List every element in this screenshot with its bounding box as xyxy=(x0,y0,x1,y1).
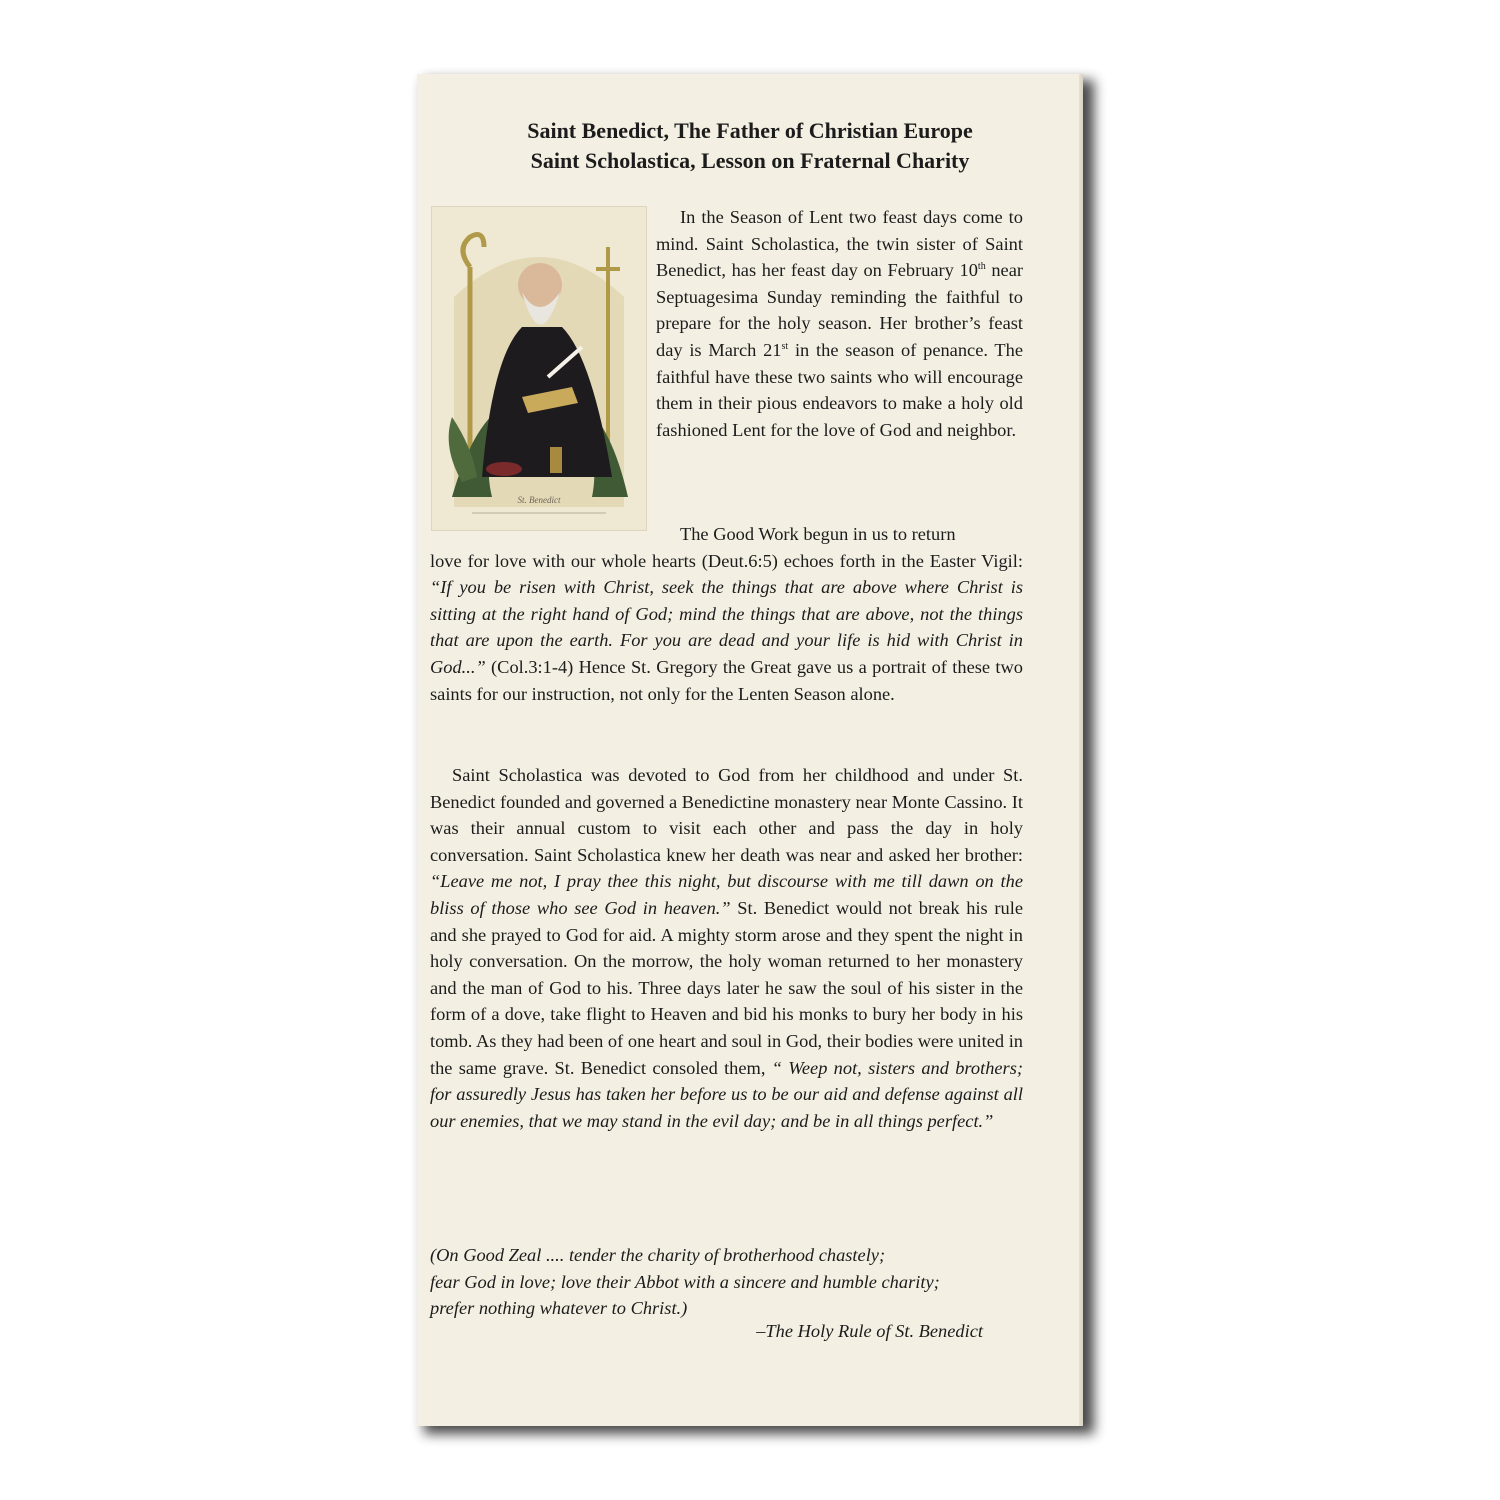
scholastica-quote: “Leave me not, I pray thee this night, but discourse with me till dawn on the bliss of those who see God in heaven.” xyxy=(430,871,1023,918)
title-line-1: Saint Benedict, The Father of Christian Europe xyxy=(527,118,973,143)
paragraph-3 xyxy=(430,762,1023,1134)
attribution: –The Holy Rule of St. Benedict xyxy=(756,1321,983,1341)
paragraph-1-text-c: in the season of penance. The faithful have these two saints who will encourage them in their pious endeavors to make a holy old fashioned Lent for the love of God and neighbor. xyxy=(656,339,1023,440)
ordinal-suffix: th xyxy=(977,261,986,273)
colossians-quote: “If you be risen with Christ, seek the things that are above where Christ is sitting at the right hand of God; mind the things that are above, not the things that are upon the earth. For you are dead and your life is hid with Christ in God...” xyxy=(430,577,1023,677)
paragraph-2-text-b: (Col.3:1-4) Hence St. Gregory the Great gave us a portrait of these two saints for our instruction, not only for the Lenten Season alone. xyxy=(430,656,1023,704)
card-title xyxy=(417,116,1083,176)
paragraph-2 xyxy=(430,521,1023,707)
prayer-card xyxy=(417,74,1083,1426)
paragraph-1-text-b: near Septuagesima Sunday reminding the faithful to prepare for the holy season. Her brother’s feast day is March 21 xyxy=(656,260,1023,360)
card-edge xyxy=(1079,74,1083,1426)
saint-benedict-portrait xyxy=(431,206,647,531)
closing-quote-line-2: fear God in love; love their Abbot with a sincere and humble charity; xyxy=(430,1271,940,1292)
ordinal-suffix: st xyxy=(781,340,789,352)
paragraph-3-text-a: Saint Scholastica was devoted to God from her childhood and under St. Benedict founded and governed a Benedictine monastery near Monte Cassino. It was their annual custom to visit each other and pass the day in holy conversation. Saint Scholastica knew her death was near and asked her brother: xyxy=(430,765,1023,865)
closing-quote xyxy=(430,1242,1070,1322)
portrait-caption: St. Benedict xyxy=(517,495,561,505)
closing-quote-line-1: (On Good Zeal .... tender the charity of brotherhood chastely; xyxy=(430,1245,886,1265)
title-line-2: Saint Scholastica, Lesson on Fraternal Charity xyxy=(530,148,970,173)
paragraph-2-lead: The Good Work begun in us to return xyxy=(680,524,956,544)
paragraph-1 xyxy=(656,204,1023,443)
paragraph-3-text-b: St. Benedict would not break his rule and she prayed to God for aid. A mighty storm arose and they spent the night in holy conversation. On the morrow, the holy woman returned to her monastery and the man of God to his. Three days later he saw the soul of his sister in the form of a dove, take flight to Heaven and bid his monks to bury her body in his tomb. As they had been of one heart and soul in God, their bodies were united in the same grave. St. Benedict consoled them, xyxy=(430,897,1023,1078)
paragraph-2-text-a: love for love with our whole hearts (Deut.6:5) echoes forth in the Easter Vigil: xyxy=(430,550,1023,571)
paragraph-1-text-a: In the Season of Lent two feast days come to mind. Saint Scholastica, the twin sister of Saint Benedict, has her feast day on February 10 xyxy=(656,207,1023,281)
benedict-quote: “ Weep not, sisters and brothers; for assuredly Jesus has taken her before us to be our aid and defense against all our enemies, that we may stand in the evil day; and be in all things perfect.” xyxy=(430,1057,1023,1131)
closing-quote-line-3: prefer nothing whatever to Christ.) xyxy=(430,1298,688,1319)
